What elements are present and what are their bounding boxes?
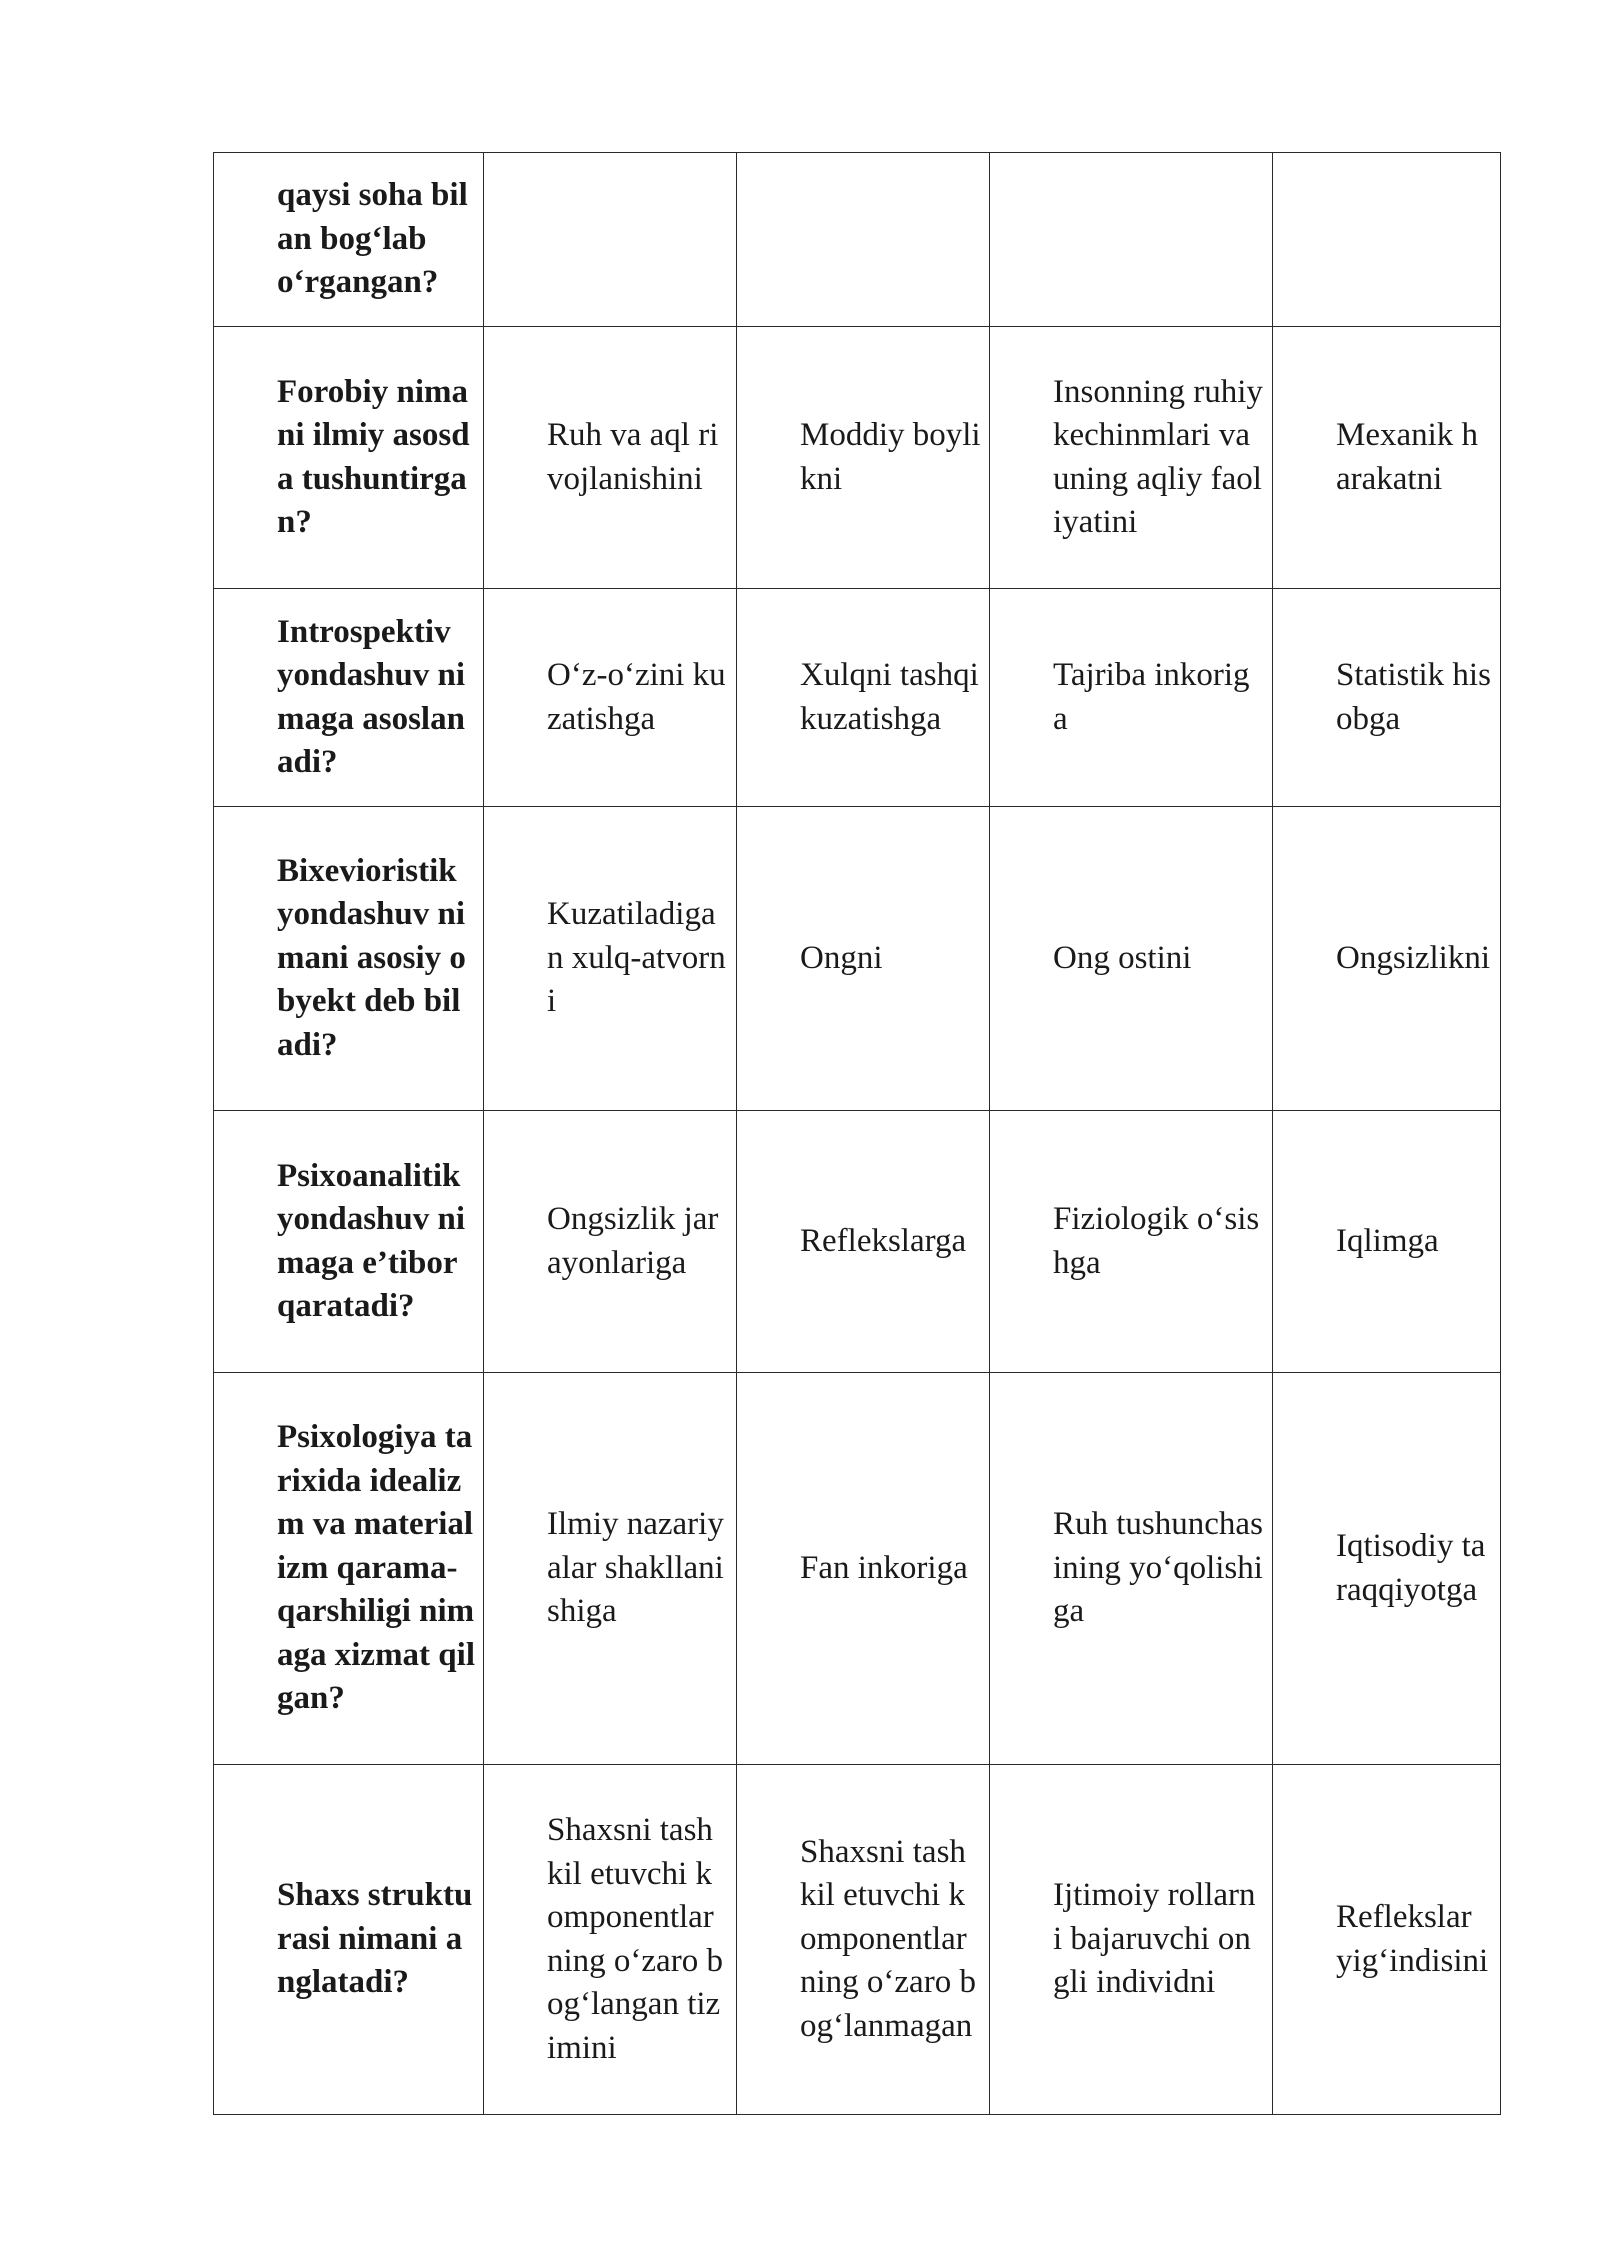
answer-cell: Statistik hisobga — [1273, 589, 1501, 807]
table-row — [214, 589, 1501, 807]
answer-cell: Ongsizlik jarayonlariga — [484, 1111, 737, 1373]
answer-cell: Iqlimga — [1273, 1111, 1501, 1373]
table-row — [214, 807, 1501, 1111]
answer-cell: Fan inkoriga — [737, 1373, 990, 1765]
question-cell: Psixologiya tarixida idealizm va materializm qarama-qarshiligi nimaga xizmat qilgan? — [214, 1373, 484, 1765]
table-row — [214, 153, 1501, 327]
table-row — [214, 327, 1501, 589]
answer-cell: Ruh va aql rivojlanishini — [484, 327, 737, 589]
answer-cell: Ijtimoiy rollarni bajaruvchi ongli individni — [990, 1765, 1273, 2115]
answer-cell: Shaxsni tashkil etuvchi komponentlarning o‘zaro bog‘langan tizimini — [484, 1765, 737, 2115]
answer-cell: Ruh tushunchasining yo‘qolishiga — [990, 1373, 1273, 1765]
question-cell: Psixoanalitik yondashuv nimaga e’tibor qaratadi? — [214, 1111, 484, 1373]
answer-cell: Ilmiy nazariyalar shakllanishiga — [484, 1373, 737, 1765]
answer-cell: Moddiy boylikni — [737, 327, 990, 589]
answer-cell: Iqtisodiy taraqqiyotga — [1273, 1373, 1501, 1765]
answer-cell — [1273, 153, 1501, 327]
answer-cell — [484, 153, 737, 327]
table-row — [214, 1111, 1501, 1373]
answer-cell: Mexanik harakatni — [1273, 327, 1501, 589]
answer-cell: Shaxsni tashkil etuvchi komponentlarning o‘zaro bog‘lanmagan — [737, 1765, 990, 2115]
answer-cell: Reflekslar yig‘indisini — [1273, 1765, 1501, 2115]
answer-cell: Tajriba inkoriga — [990, 589, 1273, 807]
question-cell: qaysi soha bilan bog‘lab o‘rgangan? — [214, 153, 484, 327]
answer-cell: Insonning ruhiy kechinmlari va uning aqliy faoliyatini — [990, 327, 1273, 589]
table-row — [214, 1765, 1501, 2115]
answer-cell: O‘z-o‘zini kuzatishga — [484, 589, 737, 807]
quiz-table — [213, 152, 1501, 2115]
answer-cell: Ongsizlikni — [1273, 807, 1501, 1111]
question-cell: Shaxs strukturasi nimani anglatadi? — [214, 1765, 484, 2115]
answer-cell: Ong ostini — [990, 807, 1273, 1111]
question-cell: Introspektiv yondashuv nimaga asoslanadi? — [214, 589, 484, 807]
question-cell: Bixevioristik yondashuv nimani asosiy obyekt deb biladi? — [214, 807, 484, 1111]
answer-cell — [990, 153, 1273, 327]
answer-cell: Fiziologik o‘sishga — [990, 1111, 1273, 1373]
answer-cell: Ongni — [737, 807, 990, 1111]
answer-cell: Kuzatiladigan xulq-atvorni — [484, 807, 737, 1111]
answer-cell: Reflekslarga — [737, 1111, 990, 1373]
answer-cell — [737, 153, 990, 327]
answer-cell: Xulqni tashqi kuzatishga — [737, 589, 990, 807]
table-row — [214, 1373, 1501, 1765]
question-cell: Forobiy nimani ilmiy asosda tushuntirgan? — [214, 327, 484, 589]
